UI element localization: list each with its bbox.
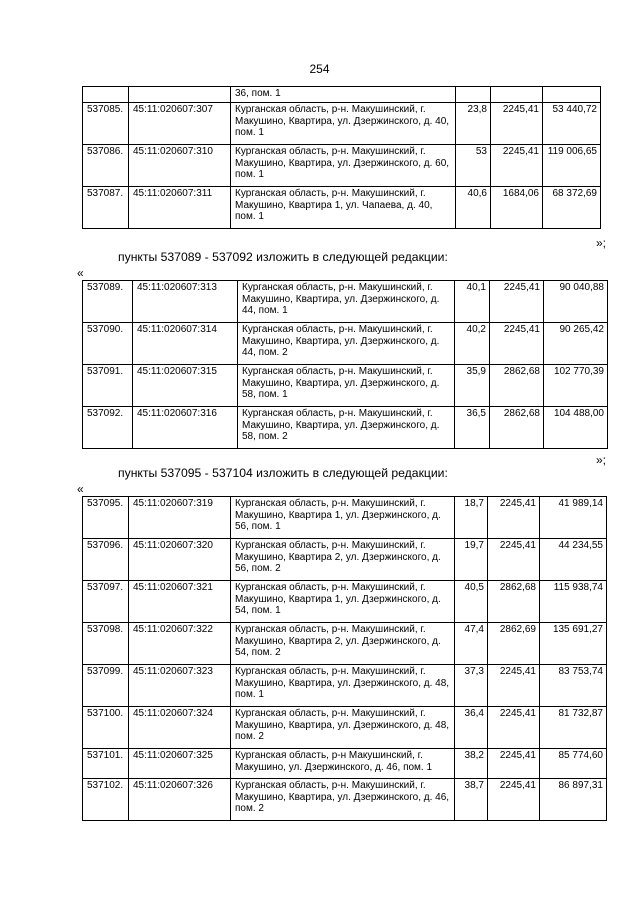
row-number-cell: 537086. bbox=[83, 145, 129, 187]
table-row bbox=[83, 707, 607, 749]
cadastral-number-cell: 45:11:020607:322 bbox=[129, 623, 231, 665]
area-value-cell: 35,9 bbox=[455, 365, 490, 407]
row-number-cell bbox=[83, 87, 129, 103]
total-value-cell: 102 770,39 bbox=[544, 365, 608, 407]
row-number-cell: 537098. bbox=[83, 623, 129, 665]
total-value-cell: 68 372,69 bbox=[543, 187, 601, 229]
area-value-cell: 53 bbox=[456, 145, 491, 187]
row-number-cell: 537085. bbox=[83, 103, 129, 145]
total-value-cell: 104 488,00 bbox=[544, 407, 608, 449]
address-cell: Курганская область, р-н. Макушинский, г. Макушино, Квартира, ул. Дзержинского, д. 44, пом. 1 bbox=[238, 281, 455, 323]
opening-quote-1: « bbox=[77, 266, 84, 280]
table-row bbox=[83, 665, 607, 707]
unit-price-cell: 2245,41 bbox=[488, 665, 540, 707]
amendment-paragraph-2: пункты 537095 - 537104 изложить в следующей редакции: bbox=[118, 466, 448, 480]
unit-price-cell: 2245,41 bbox=[488, 497, 540, 539]
area-value-cell: 40,1 bbox=[455, 281, 490, 323]
area-value-cell: 40,6 bbox=[456, 187, 491, 229]
unit-price-cell: 2245,41 bbox=[490, 323, 544, 365]
table-row bbox=[83, 623, 607, 665]
address-cell: Курганская область, р-н. Макушинский, г. Макушино, Квартира 2, ул. Дзержинского, д. 56, пом. 2 bbox=[231, 539, 455, 581]
unit-price-cell: 2862,69 bbox=[488, 623, 540, 665]
row-number-cell: 537092. bbox=[83, 407, 133, 449]
registry-table-2 bbox=[82, 280, 608, 449]
total-value-cell: 119 006,65 bbox=[543, 145, 601, 187]
row-number-cell: 537087. bbox=[83, 187, 129, 229]
address-cell: Курганская область, р-н. Макушинский, г. Макушино, Квартира, ул. Дзержинского, д. 46, пом. 2 bbox=[231, 779, 455, 821]
cadastral-number-cell: 45:11:020607:319 bbox=[129, 497, 231, 539]
table-row bbox=[83, 103, 601, 145]
cadastral-number-cell: 45:11:020607:321 bbox=[129, 581, 231, 623]
address-cell: Курганская область, р-н. Макушинский, г. Макушино, Квартира, ул. Дзержинского, д. 58, пом. 2 bbox=[238, 407, 455, 449]
table-row bbox=[83, 539, 607, 581]
total-value-cell: 86 897,31 bbox=[540, 779, 607, 821]
cadastral-number-cell: 45:11:020607:323 bbox=[129, 665, 231, 707]
area-value-cell: 47,4 bbox=[455, 623, 488, 665]
address-cell: Курганская область, р-н. Макушинский, г. Макушино, Квартира, ул. Дзержинского, д. 60, пом. 1 bbox=[231, 145, 456, 187]
address-cell: Курганская область, р-н. Макушинский, г. Макушино, Квартира 1, ул. Чапаева, д. 40, пом. 1 bbox=[231, 187, 456, 229]
table-row bbox=[83, 365, 608, 407]
address-cell: Курганская область, р-н. Макушинский, г. Макушино, Квартира, ул. Дзержинского, д. 44, пом. 2 bbox=[238, 323, 455, 365]
cadastral-number-cell: 45:11:020607:315 bbox=[133, 365, 238, 407]
cadastral-number-cell: 45:11:020607:316 bbox=[133, 407, 238, 449]
total-value-cell: 90 265,42 bbox=[544, 323, 608, 365]
total-value-cell: 85 774,60 bbox=[540, 749, 607, 779]
total-value-cell: 44 234,55 bbox=[540, 539, 607, 581]
unit-price-cell: 2245,41 bbox=[488, 749, 540, 779]
unit-price-cell: 2245,41 bbox=[488, 539, 540, 581]
row-number-cell: 537101. bbox=[83, 749, 129, 779]
cadastral-number-cell: 45:11:020607:311 bbox=[129, 187, 231, 229]
total-value-cell: 90 040,88 bbox=[544, 281, 608, 323]
address-cell: Курганская область, р-н. Макушинский, г. Макушино, Квартира 1, ул. Дзержинского, д. 54, пом. 1 bbox=[231, 581, 455, 623]
row-number-cell: 537097. bbox=[83, 581, 129, 623]
total-value-cell bbox=[543, 87, 601, 103]
unit-price-cell bbox=[491, 87, 543, 103]
table-row bbox=[83, 779, 607, 821]
address-cell: Курганская область, р-н. Макушинский, г. Макушино, Квартира 2, ул. Дзержинского, д. 54, пом. 2 bbox=[231, 623, 455, 665]
cadastral-number-cell: 45:11:020607:313 bbox=[133, 281, 238, 323]
unit-price-cell: 2862,68 bbox=[490, 365, 544, 407]
area-value-cell: 23,8 bbox=[456, 103, 491, 145]
table-row bbox=[83, 145, 601, 187]
cadastral-number-cell: 45:11:020607:324 bbox=[129, 707, 231, 749]
address-cell: Курганская область, р-н Макушинский, г. Макушино, ул. Дзержинского, д. 46, пом. 1 bbox=[231, 749, 455, 779]
registry-table-1 bbox=[82, 86, 601, 229]
row-number-cell: 537096. bbox=[83, 539, 129, 581]
table-row bbox=[83, 187, 601, 229]
unit-price-cell: 2245,41 bbox=[491, 145, 543, 187]
total-value-cell: 135 691,27 bbox=[540, 623, 607, 665]
registry-table-3 bbox=[82, 496, 607, 821]
address-cell: 36, пом. 1 bbox=[231, 87, 456, 103]
area-value-cell: 40,2 bbox=[455, 323, 490, 365]
table-row bbox=[83, 407, 608, 449]
row-number-cell: 537102. bbox=[83, 779, 129, 821]
unit-price-cell: 2862,68 bbox=[488, 581, 540, 623]
row-number-cell: 537090. bbox=[83, 323, 133, 365]
total-value-cell: 41 989,14 bbox=[540, 497, 607, 539]
area-value-cell: 38,7 bbox=[455, 779, 488, 821]
cadastral-number-cell bbox=[129, 87, 231, 103]
total-value-cell: 115 938,74 bbox=[540, 581, 607, 623]
opening-quote-2: « bbox=[77, 482, 84, 496]
area-value-cell: 38,2 bbox=[455, 749, 488, 779]
row-number-cell: 537099. bbox=[83, 665, 129, 707]
row-number-cell: 537100. bbox=[83, 707, 129, 749]
unit-price-cell: 2245,41 bbox=[488, 779, 540, 821]
address-cell: Курганская область, р-н. Макушинский, г. Макушино, Квартира, ул. Дзержинского, д. 48, пом. 1 bbox=[231, 665, 455, 707]
row-number-cell: 537095. bbox=[83, 497, 129, 539]
cadastral-number-cell: 45:11:020607:326 bbox=[129, 779, 231, 821]
total-value-cell: 53 440,72 bbox=[543, 103, 601, 145]
table-row bbox=[83, 87, 601, 103]
page-number: 254 bbox=[309, 62, 330, 76]
unit-price-cell: 2862,68 bbox=[490, 407, 544, 449]
row-number-cell: 537089. bbox=[83, 281, 133, 323]
table-row bbox=[83, 497, 607, 539]
address-cell: Курганская область, р-н. Макушинский, г. Макушино, Квартира, ул. Дзержинского, д. 58, пом. 1 bbox=[238, 365, 455, 407]
area-value-cell: 18,7 bbox=[455, 497, 488, 539]
address-cell: Курганская область, р-н. Макушинский, г. Макушино, Квартира, ул. Дзержинского, д. 40, пом. 1 bbox=[231, 103, 456, 145]
unit-price-cell: 2245,41 bbox=[491, 103, 543, 145]
cadastral-number-cell: 45:11:020607:307 bbox=[129, 103, 231, 145]
cadastral-number-cell: 45:11:020607:314 bbox=[133, 323, 238, 365]
unit-price-cell: 2245,41 bbox=[490, 281, 544, 323]
cadastral-number-cell: 45:11:020607:325 bbox=[129, 749, 231, 779]
area-value-cell: 19,7 bbox=[455, 539, 488, 581]
cadastral-number-cell: 45:11:020607:310 bbox=[129, 145, 231, 187]
table-row bbox=[83, 581, 607, 623]
area-value-cell bbox=[456, 87, 491, 103]
total-value-cell: 81 732,87 bbox=[540, 707, 607, 749]
address-cell: Курганская область, р-н. Макушинский, г. Макушино, Квартира 1, ул. Дзержинского, д. 56, пом. 1 bbox=[231, 497, 455, 539]
closing-quote-2: »; bbox=[596, 453, 607, 467]
area-value-cell: 37,3 bbox=[455, 665, 488, 707]
row-number-cell: 537091. bbox=[83, 365, 133, 407]
total-value-cell: 83 753,74 bbox=[540, 665, 607, 707]
table-row bbox=[83, 749, 607, 779]
unit-price-cell: 1684,06 bbox=[491, 187, 543, 229]
cadastral-number-cell: 45:11:020607:320 bbox=[129, 539, 231, 581]
table-row bbox=[83, 323, 608, 365]
area-value-cell: 40,5 bbox=[455, 581, 488, 623]
address-cell: Курганская область, р-н. Макушинский, г. Макушино, Квартира, ул. Дзержинского, д. 48, пом. 2 bbox=[231, 707, 455, 749]
table-row bbox=[83, 281, 608, 323]
unit-price-cell: 2245,41 bbox=[488, 707, 540, 749]
closing-quote-1: »; bbox=[596, 236, 607, 250]
amendment-paragraph-1: пункты 537089 - 537092 изложить в следующей редакции: bbox=[118, 250, 448, 264]
area-value-cell: 36,4 bbox=[455, 707, 488, 749]
area-value-cell: 36,5 bbox=[455, 407, 490, 449]
